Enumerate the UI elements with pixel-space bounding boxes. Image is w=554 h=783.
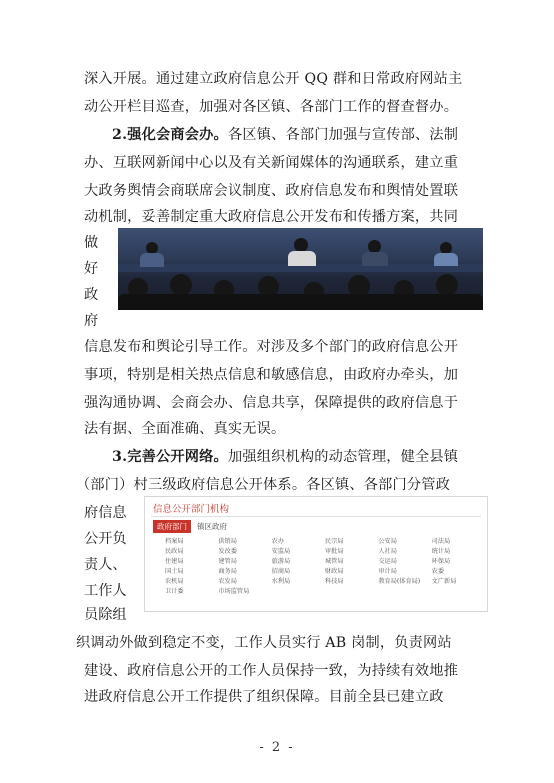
department-link[interactable]: 卫计委	[165, 588, 184, 595]
department-link	[325, 588, 378, 596]
meeting-photo	[118, 228, 483, 310]
vertical-char: 做	[84, 235, 99, 251]
body-line: 进政府信息公开工作提供了组织保障。目前全县已建立政	[84, 689, 444, 705]
body-text: 加强组织机构的动态管理，健全县镇	[227, 449, 459, 465]
section-3-heading: 3.完善公开网络。	[112, 449, 228, 465]
body-line: 深入开展。通过建立政府信息公开 QQ 群和日常政府网站主	[84, 71, 463, 87]
org-chart-screenshot	[144, 496, 488, 612]
department-link[interactable]: 文广新局	[431, 578, 457, 585]
body-line: 动公开栏目巡查，加强对各区镇、各部门工作的督查督办。	[84, 99, 459, 115]
section-2-heading: 2.强化会商会办。	[112, 127, 228, 143]
department-link[interactable]: 建管局	[218, 558, 237, 565]
body-text: 各区镇、各部门加强与宣传部、法制	[227, 127, 459, 143]
department-link[interactable]: 住建局	[165, 558, 184, 565]
department-link[interactable]: 人社局	[378, 548, 397, 555]
person-body	[434, 253, 458, 266]
department-link[interactable]: 农机局	[165, 578, 184, 585]
department-link[interactable]: 财政局	[324, 568, 344, 575]
org-chart-title: 信息公开部门机构	[153, 504, 230, 515]
department-link	[378, 588, 431, 596]
person-body	[288, 251, 316, 266]
tab-town-governments[interactable]: 镇区政府	[197, 522, 227, 531]
org-tabs	[153, 520, 231, 533]
department-link[interactable]: 民宗局	[324, 538, 344, 545]
department-link[interactable]: 环保局	[431, 558, 451, 565]
department-link[interactable]: 水利局	[271, 578, 291, 585]
side-line: 府信息	[84, 505, 127, 521]
person-body	[362, 252, 388, 266]
audience-head	[170, 274, 192, 296]
department-link[interactable]: 档案局	[165, 538, 184, 545]
body-line: 大政务舆情会商联席会议制度、政府信息发布和舆情处置联	[84, 183, 459, 199]
department-link[interactable]: 旅游局	[271, 558, 291, 565]
department-link[interactable]: 公安局	[378, 538, 397, 545]
department-link[interactable]: 安监局	[271, 548, 291, 555]
body-line: 动机制，妥善制定重大政府信息公开发布和传播方案，共同	[84, 209, 459, 225]
person-head	[294, 238, 308, 252]
vertical-char: 政	[84, 287, 99, 303]
divider	[151, 516, 481, 517]
side-line: 员除组	[84, 607, 127, 623]
side-line: 公开负	[84, 531, 127, 547]
section-3-first-line	[112, 446, 484, 468]
department-link[interactable]: 招商局	[271, 568, 291, 575]
department-link[interactable]: 供销局	[218, 538, 237, 545]
department-link[interactable]: 司法局	[431, 538, 451, 545]
department-link[interactable]: 统计局	[431, 548, 451, 555]
side-line: 工作人	[84, 583, 127, 599]
department-link[interactable]: 科技局	[324, 578, 344, 585]
department-link[interactable]: 商务局	[218, 568, 237, 575]
department-link[interactable]: 民政局	[165, 548, 184, 555]
department-link	[432, 588, 485, 596]
department-link[interactable]: 国土局	[165, 568, 184, 575]
body-line: 强沟通协调、会商会办、信息共享，保障提供的政府信息于	[84, 395, 459, 411]
page-number: - 2 -	[259, 740, 295, 755]
audience-row	[118, 294, 483, 310]
department-link[interactable]: 市场监管局	[218, 588, 250, 595]
body-line: 建设、政府信息公开的工作人员保持一致，为持续有效地推	[84, 663, 459, 679]
department-link[interactable]: 审计局	[378, 568, 397, 575]
department-link[interactable]: 农办	[271, 538, 285, 545]
vertical-char: 府	[84, 313, 99, 329]
body-line: 织调动外做到稳定不变，工作人员实行 AB 岗制，负责网站	[76, 635, 452, 651]
body-line: （部门）村三级政府信息公开体系。各区镇、各部门分管政	[76, 477, 451, 493]
audience-head	[436, 274, 458, 296]
body-line: 办、互联网新闻中心以及有关新闻媒体的沟通联系，建立重	[84, 155, 459, 171]
department-link	[272, 588, 325, 596]
department-grid	[165, 538, 485, 596]
department-link[interactable]: 交运局	[378, 558, 397, 565]
department-link[interactable]: 发改委	[218, 548, 237, 555]
body-line: 信息发布和舆论引导工作。对涉及多个部门的政府信息公开	[84, 339, 459, 355]
section-2-first-line	[112, 124, 484, 146]
department-link[interactable]: 农发局	[218, 578, 237, 585]
department-link[interactable]: 教育局(体育局)	[378, 578, 421, 585]
department-link[interactable]: 审批局	[324, 548, 344, 555]
person-body	[140, 253, 164, 267]
department-link[interactable]: 城管局	[324, 558, 344, 565]
body-line: 法有据、全面准确、真实无误。	[84, 421, 286, 437]
tab-government-departments[interactable]: 政府部门	[153, 520, 191, 533]
department-link[interactable]: 农委	[431, 568, 445, 575]
body-line: 事项，特别是相关热点信息和敏感信息，由政府办牵头，加	[84, 367, 459, 383]
vertical-char: 好	[84, 261, 99, 277]
side-line: 责人、	[84, 557, 127, 573]
